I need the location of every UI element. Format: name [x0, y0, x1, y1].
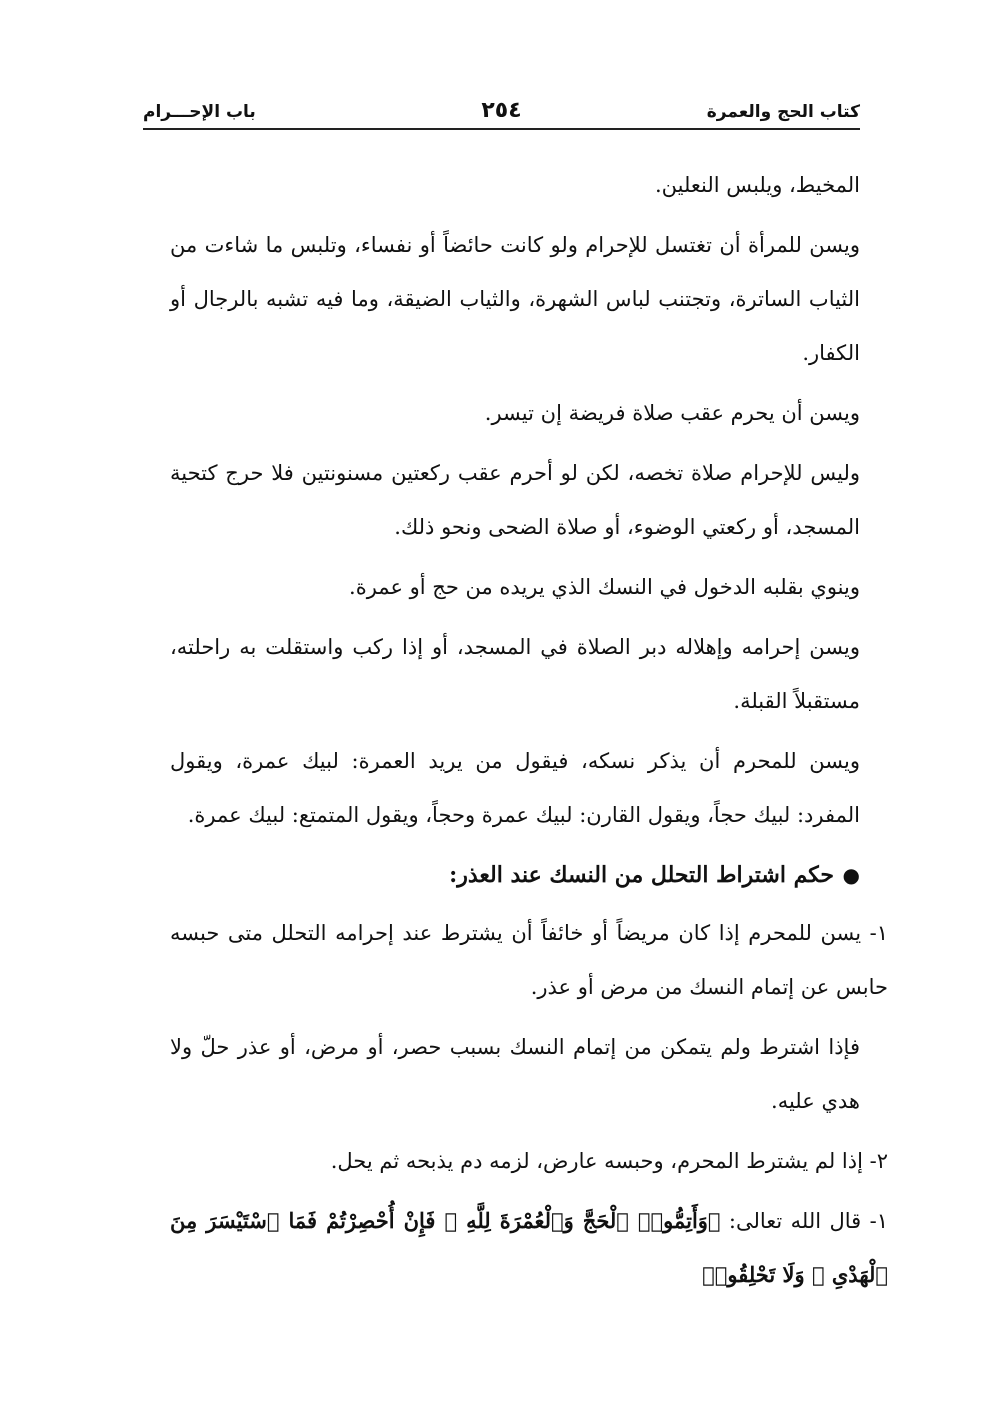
paragraph: المخيط، ويلبس النعلين.	[654, 173, 860, 197]
chapter-title: باب الإحـــرام	[143, 102, 256, 122]
paragraph: وينوي بقلبه الدخول في النسك الذي يريده من حج أو عمرة.	[349, 575, 860, 599]
page-body	[170, 158, 888, 1308]
numbered-item: ٢- إذا لم يشترط المحرم، وحبسه عارض، لزمه دم يذبحه ثم يحل.	[330, 1149, 888, 1173]
book-title: كتاب الحج والعمرة	[706, 102, 860, 122]
paragraph: ويسن للمرأة أن تغتسل للإحرام ولو كانت حائضاً أو نفساء، وتلبس ما شاءت من الثياب الساترة، وتجتنب لباس الشهرة، والثياب الضيقة، وما فيه تشبه بالرجال أو الكفار.	[170, 233, 860, 365]
paragraph: وليس للإحرام صلاة تخصه، لكن لو أحرم عقب ركعتين مسنونتين فلا حرج كتحية المسجد، أو ركعتي الوضوء، أو صلاة الضحى ونحو ذلك.	[170, 461, 860, 539]
section-heading-text: حكم اشتراط التحلل من النسك عند العذر:	[449, 862, 834, 888]
paragraph: ويسن أن يحرم عقب صلاة فريضة إن تيسر.	[484, 401, 860, 425]
paragraph: فإذا اشترط ولم يتمكن من إتمام النسك بسبب حصر، أو مرض، أو عذر حلّ ولا هدي عليه.	[170, 1035, 860, 1113]
page-number: ٢٥٤	[481, 98, 522, 123]
section-heading	[170, 848, 860, 902]
header-divider	[143, 128, 860, 130]
page-header	[143, 100, 860, 130]
footnote-quote	[170, 1194, 888, 1302]
paragraph: ويسن للمحرم أن يذكر نسكه، فيقول من يريد العمرة: لبيك عمرة، ويقول المفرد: لبيك حجاً، ويقول القارن: لبيك عمرة وحجاً، ويقول المتمتع: لبيك عمرة.	[170, 749, 860, 827]
quran-verse: ﴿وَأَتِمُّوا۟ ٱلْحَجَّ وَٱلْعُمْرَةَ لِلَّهِ ۚ فَإِنْ أُحْصِرْتُمْ فَمَا ٱسْتَيْسَرَ مِنَ ٱلْهَدْىِ ۖ وَلَا تَحْلِقُوا۟	[170, 1208, 888, 1287]
bullet-icon: ●	[842, 863, 860, 887]
paragraph: ويسن إحرامه وإهلاله دبر الصلاة في المسجد، أو إذا ركب واستقلت به راحلته، مستقبلاً القبلة.	[170, 635, 860, 713]
quote-intro: ١- قال الله تعالى:	[720, 1209, 888, 1233]
numbered-item: ١- يسن للمحرم إذا كان مريضاً أو خائفاً أن يشترط عند إحرامه التحلل متى حبسه حابس عن إتمام النسك من مرض أو عذر.	[170, 921, 888, 999]
